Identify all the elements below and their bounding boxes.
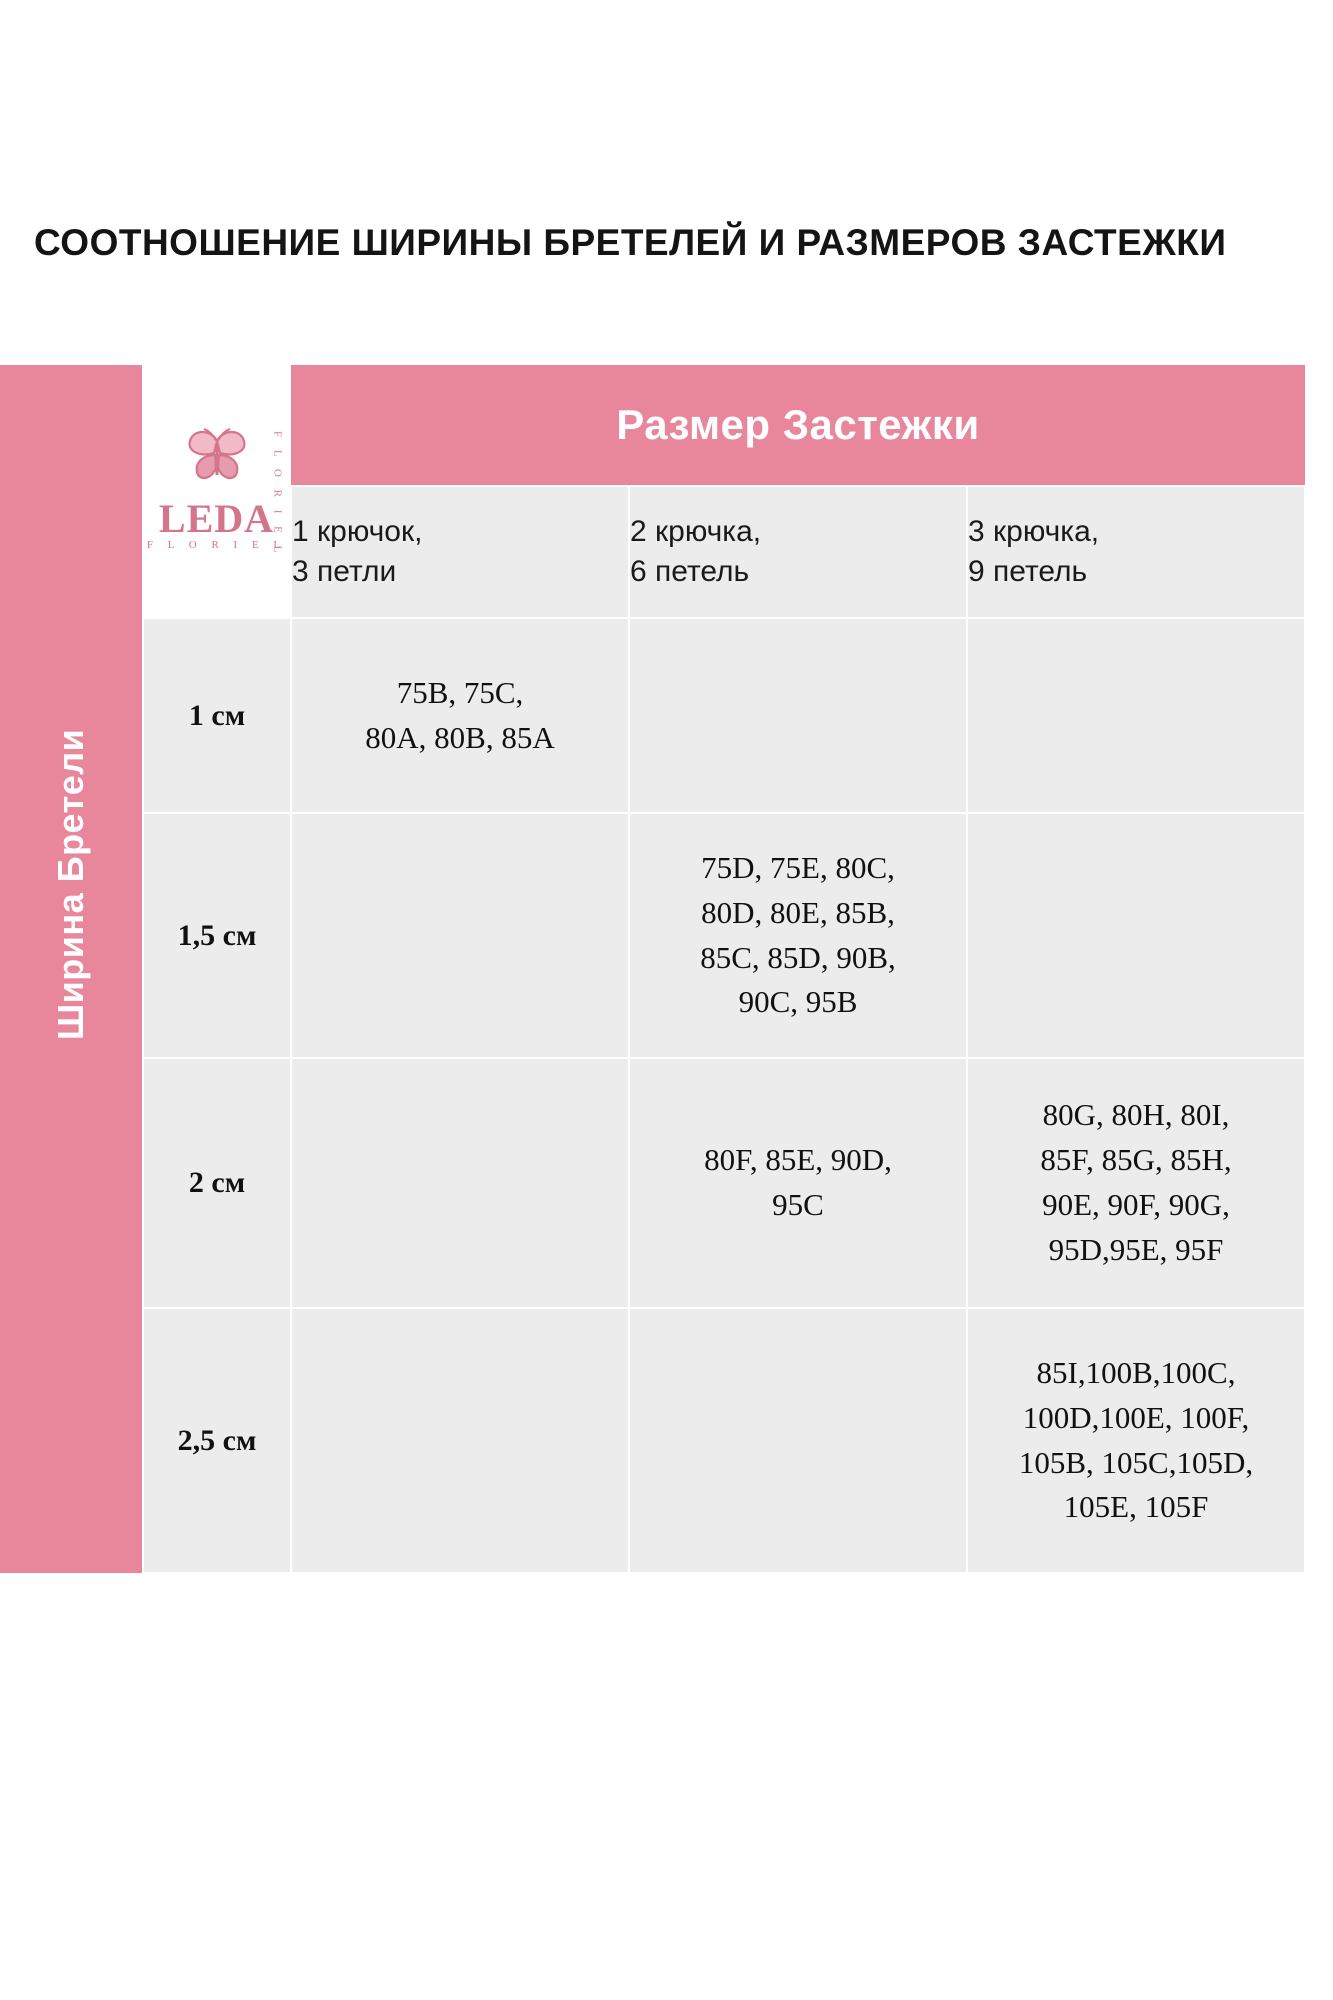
logo-box [146, 421, 287, 561]
column-header-1 [291, 486, 629, 618]
row-label-1: 1 см [143, 618, 291, 813]
table-header-row [0, 365, 1305, 486]
cell-3-2-line2: 95C [772, 1187, 824, 1222]
side-label-text: Ширина Бретели [50, 728, 91, 1040]
brand-side-tagline: F L O R I E L [271, 431, 284, 558]
column-header-3 [967, 486, 1305, 618]
cell-3-2-line1: 80F, 85E, 90D, [704, 1142, 892, 1178]
table-row [0, 618, 1305, 813]
cell-2-2-line3: 85C, 85D, 90B, [700, 939, 896, 975]
cell-2-2 [629, 813, 967, 1058]
table-row [0, 1058, 1305, 1308]
row-label-4: 2,5 см [143, 1308, 291, 1573]
cell-3-2 [629, 1058, 967, 1308]
cell-4-3-line3: 105B, 105C,105D, [1018, 1444, 1254, 1480]
cell-2-2-line4: 90C, 95B [738, 984, 858, 1020]
column-header-1-line1: 1 крючок, [292, 514, 423, 548]
cell-1-1 [291, 618, 629, 813]
column-header-2-line2: 6 петель [630, 555, 750, 588]
butterfly-icon [181, 427, 253, 489]
cell-4-3-line1: 85I,100B,100C, [1036, 1354, 1236, 1390]
cell-2-3 [967, 813, 1305, 1058]
cell-4-3 [967, 1308, 1305, 1573]
row-label-3: 2 см [143, 1058, 291, 1308]
column-header-3-line1: 3 крючка, [968, 514, 1100, 548]
column-header-1-line2: 3 петли [292, 555, 397, 588]
cell-3-3-line2: 85F, 85G, 85H, [1040, 1142, 1232, 1178]
cell-4-3-line2: 100D,100E, 100F, [1022, 1399, 1250, 1435]
side-label-band [0, 365, 143, 1573]
column-header-2-line1: 2 крючка, [630, 514, 762, 548]
cell-1-2 [629, 618, 967, 813]
cell-1-3 [967, 618, 1305, 813]
cell-3-3-line1: 80G, 80H, 80I, [1042, 1097, 1230, 1133]
cell-3-3-line4: 95D,95E, 95F [1048, 1231, 1224, 1267]
brand-logo-cell [143, 365, 291, 618]
cell-2-2-line2: 80D, 80E, 85B, [701, 894, 895, 930]
cell-1-1-line2: 80A, 80B, 85A [365, 719, 555, 755]
cell-2-2-line1: 75D, 75E, 80C, [701, 849, 895, 885]
column-header-2 [629, 486, 967, 618]
size-chart-table-wrapper [0, 365, 1305, 1574]
cell-2-1 [291, 813, 629, 1058]
cell-4-1 [291, 1308, 629, 1573]
table-row [0, 813, 1305, 1058]
page-title: СООТНОШЕНИЕ ШИРИНЫ БРЕТЕЛЕЙ И РАЗМЕРОВ ЗАСТЕЖКИ [34, 222, 1227, 263]
brand-name: LEDA [158, 496, 275, 541]
column-header-3-line2: 9 петель [968, 555, 1088, 588]
cell-4-3-line4: 105E, 105F [1063, 1489, 1209, 1525]
brand-tagline: F L O R I E L [146, 539, 287, 551]
table-header-title: Размер Застежки [291, 365, 1305, 486]
row-label-2: 1,5 см [143, 813, 291, 1058]
table-row [0, 1308, 1305, 1573]
cell-3-1 [291, 1058, 629, 1308]
cell-1-1-line1: 75B, 75C, [396, 674, 524, 710]
cell-3-3-line3: 90E, 90F, 90G, [1042, 1187, 1230, 1222]
size-chart-table [0, 365, 1306, 1574]
cell-3-3 [967, 1058, 1305, 1308]
cell-4-2 [629, 1308, 967, 1573]
